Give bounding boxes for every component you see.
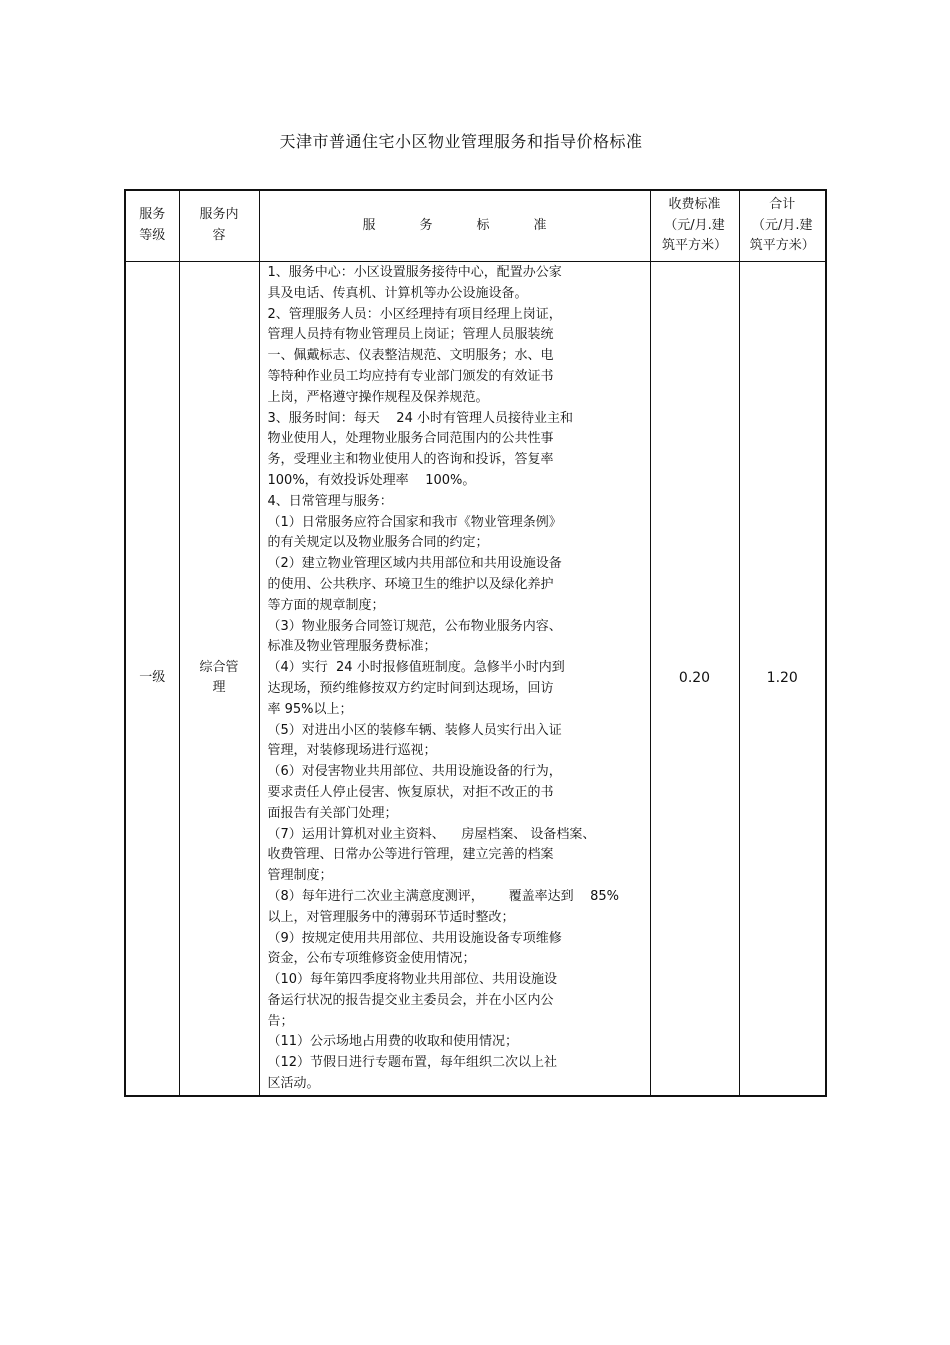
standard-text-line: （12）节假日进行专题布置，每年组织二次以上社: [267, 1055, 558, 1071]
standard-text-line: 务，受理业主和物业使用人的咨询和投诉，答复率: [267, 452, 554, 468]
standard-text-line: 收费管理、日常办公等进行管理，建立完善的档案: [267, 847, 554, 863]
standard-text-line: （7）运用计算机对业主资料、 房屋档案、 设备档案、: [267, 826, 596, 842]
standard-text-line: 的使用、公共秩序、环境卫生的维护以及绿化养护: [267, 576, 554, 592]
standard-text-line: （4）实行 24 小时报修值班制度。急修半小时内到: [267, 660, 565, 676]
fee-standard-value: 0.20: [650, 262, 739, 1096]
service-level-cell: 一级: [125, 262, 179, 1096]
standard-text-line: 备运行状况的报告提交业主委员会，并在小区内公: [267, 992, 554, 1008]
standard-text-line: 管理人员持有物业管理员上岗证；管理人员服装统: [267, 327, 554, 343]
standard-text-line: （9）按规定使用共用部位、共用设施设备专项维修: [267, 930, 562, 946]
standard-text-line: （11）公示场地占用费的收取和使用情况；: [267, 1034, 519, 1050]
standard-text-line: （2）建立物业管理区域内共用部位和共用设施设备: [267, 556, 562, 572]
price-standard-table: [124, 189, 827, 1097]
header-service-content: 服务内 容: [179, 190, 259, 262]
standard-text-line: （8）每年进行二次业主满意度测评， 覆盖率达到 85%: [267, 888, 619, 904]
header-service-standard: 服务标准: [259, 190, 650, 262]
standard-text-line: 4、日常管理与服务：: [267, 493, 393, 509]
standard-text-line: 上岗，严格遵守操作规程及保养规范。: [267, 389, 489, 405]
standard-text-line: 物业使用人，处理物业服务合同范围内的公共性事: [267, 431, 554, 447]
standard-text-line: 的有关规定以及物业服务合同的约定；: [267, 535, 489, 551]
standard-text-line: 3、服务时间：每天 24 小时有管理人员接待业主和: [267, 410, 573, 426]
table-header-row: [125, 190, 826, 262]
standard-text-line: 管理，对装修现场进行巡视；: [267, 743, 437, 759]
standard-text-line: （10）每年第四季度将物业共用部位、共用设施设: [267, 972, 558, 988]
standard-text-line: 资金，公布专项维修资金使用情况；: [267, 951, 476, 967]
service-content-cell: 综合管 理: [179, 262, 259, 1096]
total-value: 1.20: [739, 262, 826, 1096]
standard-text-line: 区活动。: [267, 1076, 320, 1092]
header-service-level: 服务 等级: [125, 190, 179, 262]
standard-text-line: 达现场，预约维修按双方约定时间到达现场，回访: [267, 680, 554, 696]
standard-text-line: 率 95%以上；: [267, 701, 353, 717]
standard-text-line: 标准及物业管理服务费标准；: [267, 639, 437, 655]
standard-text-line: 要求责任人停止侵害、恢复原状，对拒不改正的书: [267, 784, 554, 800]
standard-text-line: 一、佩戴标志、仪表整洁规范、文明服务；水、电: [267, 348, 554, 364]
standard-text-line: 1、服务中心：小区设置服务接待中心，配置办公家: [267, 265, 562, 280]
table-row: [125, 262, 826, 1096]
header-total: 合计 （元/月.建 筑平方米）: [739, 190, 826, 262]
document-title: 天津市普通住宅小区物业管理服务和指导价格标准: [279, 132, 643, 151]
standard-text-line: （1）日常服务应符合国家和我市《物业管理条例》: [267, 514, 562, 530]
standard-text-line: （5）对进出小区的装修车辆、装修人员实行出入证: [267, 722, 562, 738]
standard-text-line: 2、管理服务人员：小区经理持有项目经理上岗证，: [267, 306, 562, 322]
service-standard-cell: [259, 262, 650, 1096]
standard-text-line: （6）对侵害物业共用部位、共用设施设备的行为，: [267, 764, 562, 780]
standard-text-line: 面报告有关部门处理；: [267, 805, 398, 821]
header-fee-standard: 收费标准 （元/月.建 筑平方米）: [650, 190, 739, 262]
standard-text-line: 告；: [267, 1013, 294, 1029]
standard-text-line: 等方面的规章制度；: [267, 597, 385, 613]
standard-text-line: 以上，对管理服务中的薄弱环节适时整改；: [267, 909, 515, 925]
standard-text-line: 100%，有效投诉处理率 100%。: [267, 472, 476, 488]
standard-text-line: 具及电话、传真机、计算机等办公设施设备。: [267, 285, 528, 301]
standard-text-line: 管理制度；: [267, 868, 333, 884]
standard-text-line: 等特种作业员工均应持有专业部门颁发的有效证书: [267, 368, 554, 384]
standard-text-line: （3）物业服务合同签订规范，公布物业服务内容、: [267, 618, 562, 634]
